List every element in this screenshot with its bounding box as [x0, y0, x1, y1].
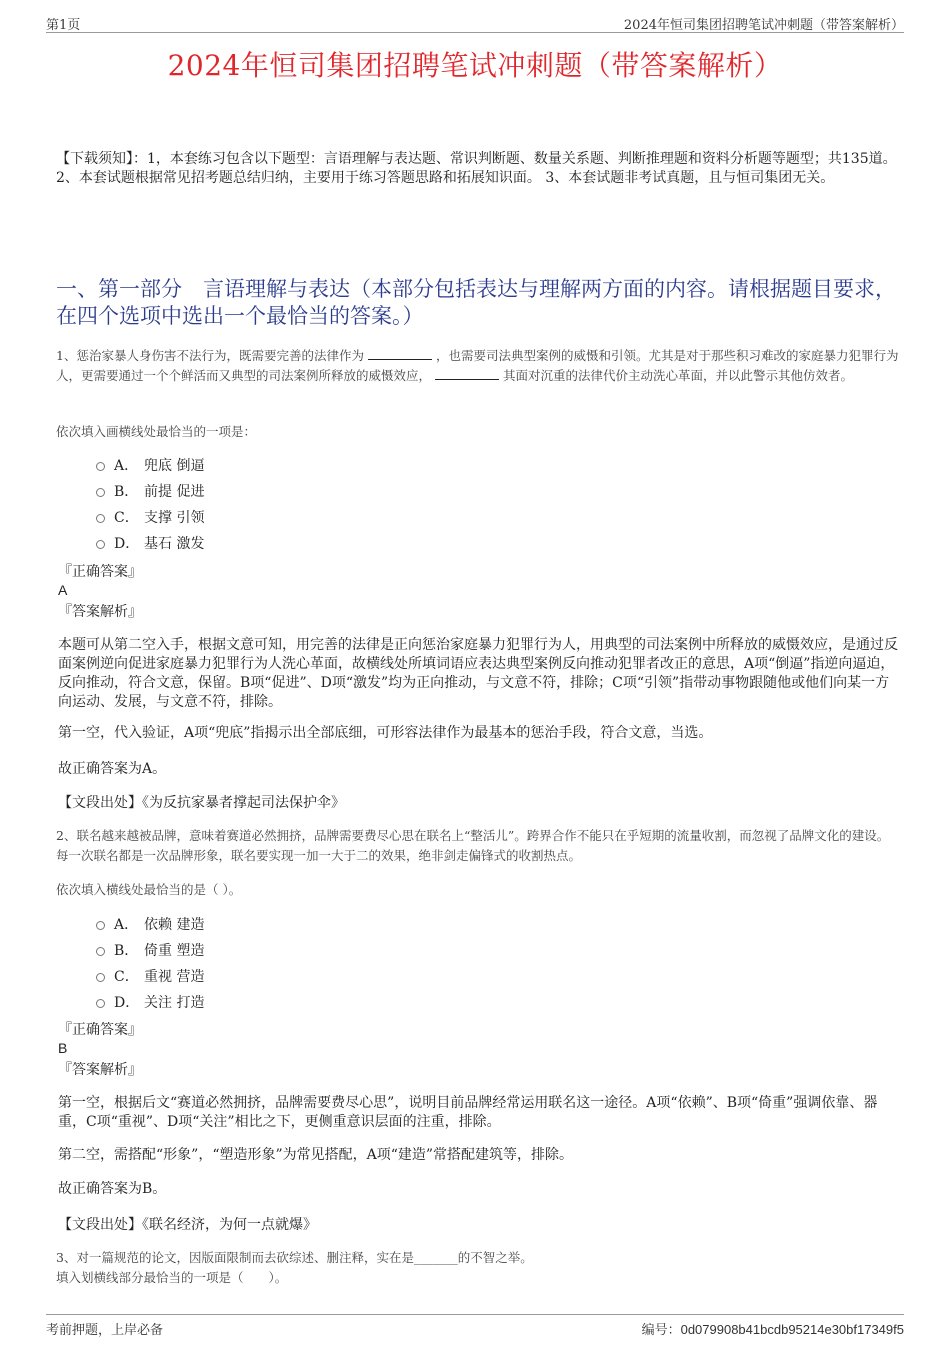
blank-line — [368, 347, 432, 360]
radio-icon[interactable] — [96, 947, 105, 956]
page-header — [46, 14, 904, 33]
option-a[interactable]: A． 兜底 倒逼 — [96, 453, 204, 479]
question-2-stem: 2、联名越来越被品牌，意味着赛道必然拥挤，品牌需要费尽心思在联名上“整活儿”。跨界合作不能只在乎短期的流量收割，而忽视了品牌文化的建设。每一次联名都是一次品牌形象，联名要实现一加一大于二的效果，绝非剑走偏锋式的收割热点。 — [56, 828, 890, 863]
radio-icon[interactable] — [96, 514, 105, 523]
analysis-label: 『答案解析』 — [58, 1062, 142, 1078]
analysis-paragraph: 第一空，根据后文“赛道必然拥挤，品牌需要费尽心思”，说明目前品牌经常运用联名这一途径。A项“依赖”、B项“倚重”强调依靠、器重，C项“重视”、D项“关注”相比之下，更侧重意识层面的注重，排除。 — [58, 1095, 878, 1130]
document-title: 2024年恒司集团招聘笔试冲刺题（带答案解析） — [167, 49, 783, 82]
option-b[interactable]: B． 倚重 塑造 — [96, 938, 204, 964]
footer-slogan: 考前押题，上岸必备 — [46, 1323, 164, 1338]
radio-icon[interactable] — [96, 462, 105, 471]
option-b[interactable]: B． 前提 促进 — [96, 479, 204, 505]
radio-icon[interactable] — [96, 921, 105, 930]
option-d[interactable]: D． 关注 打造 — [96, 990, 204, 1016]
analysis-paragraph: 故正确答案为B。 — [58, 1181, 167, 1197]
document-code: 编号：0d079908b41bcdb95214e30bf17349f5 — [641, 1322, 904, 1338]
blank-line — [435, 367, 499, 380]
correct-answer: B — [58, 1040, 68, 1056]
option-a[interactable]: A． 依赖 建造 — [96, 912, 204, 938]
radio-icon[interactable] — [96, 999, 105, 1008]
download-notice: 【下载须知】：1，本套练习包含以下题型：言语理解与表达题、常识判断题、数量关系题、判断推理题和资料分析题等题型；共135道。 2、本套试题根据常见招考题总结归纳，主要用于练习答题思路和拓展知识面。 3、本套试题非考试真题，且与恒司集团无关。 — [56, 151, 897, 186]
analysis-paragraph: 本题可从第二空入手，根据文意可知，用完善的法律是正向惩治家庭暴力犯罪行为人，用典型的司法案例中所释放的威慑效应，是通过反面案例逆向促进家庭暴力犯罪行为人洗心革面，故横线处所填词语应表达典型案例反向推动犯罪者改正的意思，A项“倒逼”指逆向逼迫，反向推动，符合文意，保留。B项“促进”、D项“激发”均为正向推动，与文意不符，排除；C项“引领”指带动事物跟随他或他们向某一方向运动、发展，与文意不符，排除。 — [58, 637, 898, 710]
question-1-prompt: 依次填入画横线处最恰当的一项是： — [56, 424, 257, 439]
question-2-prompt: 依次填入横线处最恰当的是（ ）。 — [56, 882, 242, 897]
radio-icon[interactable] — [96, 973, 105, 982]
radio-icon[interactable] — [96, 488, 105, 497]
correct-answer-label: 『正确答案』 — [58, 564, 142, 580]
option-c[interactable]: C． 支撑 引领 — [96, 505, 204, 531]
question-1-stem: 1、惩治家暴人身伤害不法行为，既需要完善的法律作为 ，也需要司法典型案例的威慑和引领。尤其是对于那些积习难改的家庭暴力犯罪行为人，更需要通过一个个鲜活而又典型的司法案例所释放的威慑效应， 其面对沉重的法律代价主动洗心革面，并以此警示其他仿效者。 — [56, 348, 899, 383]
correct-answer-label: 『正确答案』 — [58, 1022, 142, 1038]
radio-icon[interactable] — [96, 540, 105, 549]
analysis-paragraph: 故正确答案为A。 — [58, 761, 167, 777]
analysis-paragraph: 第二空，需搭配“形象”，“塑造形象”为常见搭配，A项“建造”常搭配建筑等，排除。 — [58, 1147, 574, 1163]
question-1-options — [96, 453, 204, 557]
question-2-options — [96, 912, 204, 1016]
analysis-label: 『答案解析』 — [58, 604, 142, 620]
header-doc-title: 2024年恒司集团招聘笔试冲刺题（带答案解析） — [623, 18, 904, 33]
question-3-stem: 3、对一篇规范的论文，因版面限制而去砍综述、删注释，实在是_______的不智之举。 — [56, 1250, 533, 1265]
source-citation: 【文段出处】《为反抗家暴者撑起司法保护伞》 — [58, 795, 345, 811]
option-d[interactable]: D． 基石 激发 — [96, 531, 204, 557]
analysis-paragraph: 第一空，代入验证，A项“兜底”指揭示出全部底细，可形容法律作为最基本的惩治手段，符合文意，当选。 — [58, 725, 713, 741]
option-c[interactable]: C． 重视 营造 — [96, 964, 204, 990]
section-heading: 一、第一部分 言语理解与表达（本部分包括表达与理解两方面的内容。请根据题目要求，在四个选项中选出一个最恰当的答案。） — [56, 277, 896, 328]
page-number: 第1页 — [46, 18, 81, 33]
page-footer — [46, 1314, 904, 1338]
source-citation: 【文段出处】《联名经济，为何一点就爆》 — [58, 1217, 317, 1233]
correct-answer: A — [58, 582, 68, 598]
question-3-prompt: 填入划横线部分最恰当的一项是（ ）。 — [56, 1270, 288, 1285]
